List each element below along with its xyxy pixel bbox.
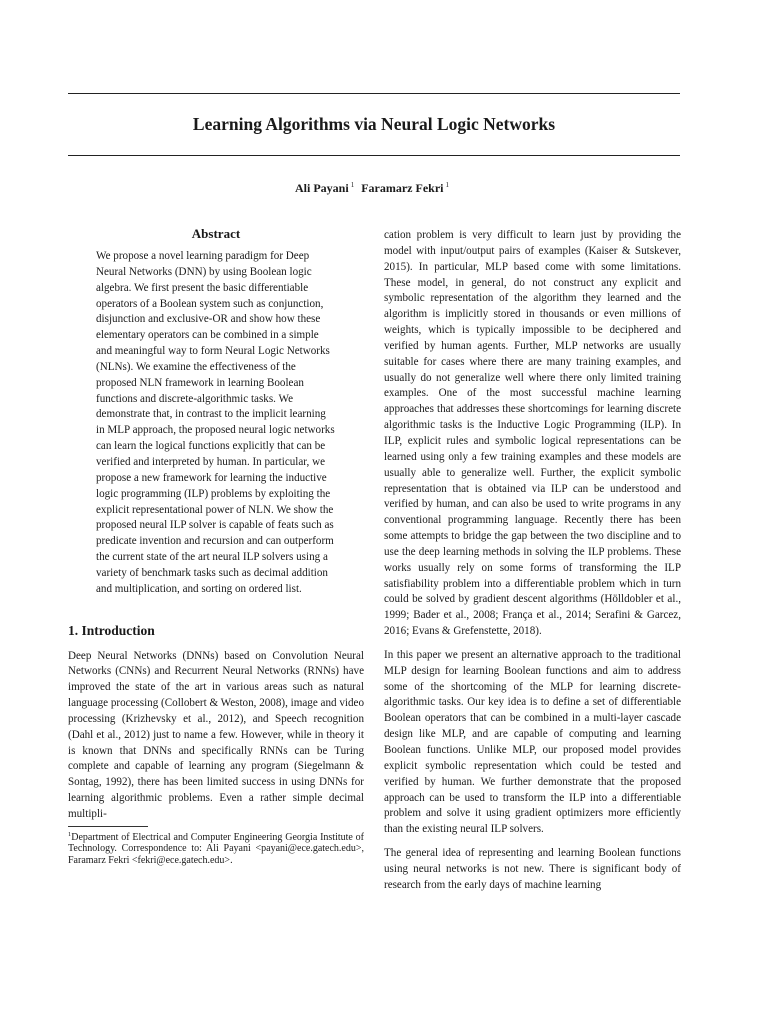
footnote-text: Department of Electrical and Computer Engineering Georgia Institute of Technology. Correspondence to: Ali Payani <payani@ece.gatech.edu>, Faramarz Fekri <fekri@ece.gatech.edu>. [68, 831, 364, 866]
author-name: Faramarz Fekri [361, 181, 444, 195]
author-list [68, 181, 680, 196]
abstract-heading: Abstract [191, 226, 241, 241]
intro-paragraph-3: The general idea of representing and learning Boolean functions using neural networks is not new. There is significant body of research from the early days of machine learning [384, 847, 681, 891]
intro-paragraph-2: In this paper we present an alternative approach to the traditional MLP design for learning Boolean functions and aim to address some of the shortcoming of the MLP for learning discrete-algorithmic tasks. Our key idea is to define a set of differentiable Boolean operators that can be combined in a multi-layer cascade design like MLP, and are capable of computing and learning Boolean functions. Unlike MLP, our proposed model provides explicit symbolic representation which could be tested and verified by human. We further demonstrate that the proposed approach can be used to transform the ILP into a differentiable problem and solve it using gradient optimizers more efficiently than the existing neural ILP solvers. [384, 648, 681, 836]
author-affiliation-mark: 1 [350, 181, 355, 189]
intro-paragraph-continued: cation problem is very difficult to learn just by providing the model with input/output pairs of examples (Kaiser & Sutskever, 2015). In particular, MLP based come with some limitations. These model, in general, do not construct any explicit and symbolic representation of the algorithm they learned and the algorithm is implicitly stored in thousands or even millions of weights, which is typically impossible to be deciphered and verified by human agents. Further, MLP networks are usually suitable for cases where there are many training examples, and usually do not generalize well where there only limited training examples. One of the most successful machine learning approaches that addresses these shortcomings for learning discrete algorithmic tasks is the Inductive Logic Programming (ILP). In ILP, explicit rules and symbolic logical representations can be learned using only a few training examples and these models are usually able to generalize well. Further, the explicit symbolic representation that is obtained via ILP can be understood and verified by human, and can also be used to write programs in any conventional programming language. Recently there has been some attempts to bridge the gap between the two discipline and to use the deep learning methods in solving the ILP problems. These works usually rely on some forms of transforming the ILP satisfiability problem into a differentiable problem which in turn could be solved by gradient descent algorithms (Hölldobler et al., 1999; Bader et al., 2008; França et al., 2014; Serafini & Garcez, 2016; Evans & Grefenstette, 2018). [384, 229, 681, 638]
author-name: Ali Payani [295, 181, 349, 195]
right-column [384, 228, 681, 902]
top-rule [68, 93, 680, 94]
paper-title: Learning Algorithms via Neural Logic Networks [192, 114, 556, 134]
footnote-mark: 1 [68, 830, 72, 838]
bottom-rule [68, 155, 680, 156]
abstract-text: We propose a novel learning paradigm for Deep Neural Networks (DNN) by using Boolean logic algebra. We first present the basic differentiable operators of a Boolean system such as conjunction, disjunction and exclusive-OR and show how these elementary operators can be combined in a simple and meaningful way to form Neural Logic Networks (NLNs). We examine the effectiveness of the proposed NLN framework in learning Boolean functions and discrete-algorithmic tasks. We demonstrate that, in contrast to the implicit learning in MLP approach, the proposed neural logic networks can learn the logical functions explicitly that can be verified and interpreted by human. In particular, we propose a new framework for learning the inductive logic programming (ILP) problems by exploiting the explicit representational power of NLN. We show the proposed neural ILP solver is capable of feats such as predicate invention and recursion and can outperform the current state of the art neural ILP solvers using a variety of benchmark tasks such as decimal addition and multiplication, and sorting on ordered list. [96, 250, 335, 595]
section-heading: 1. Introduction [68, 622, 155, 638]
left-column [68, 226, 364, 866]
footnote-separator [68, 826, 148, 827]
footnote [68, 829, 364, 866]
intro-paragraph: Deep Neural Networks (DNNs) based on Convolution Neural Networks (CNNs) and Recurrent Neural Networks (RNNs) have improved the state of the art in various areas such as natural language processing (Collobert & Weston, 2008), image and video processing (Krizhevsky et al., 2012), and Speech recognition (Dahl et al., 2012) just to name a few. However, while in theory it is known that DNNs and specifically RNNs can be Turing complete and capable of learning any program (Siegelmann & Sontag, 1992), there has been limited success in using DNNs for learning algorithmic problems. Even a rather simple decimal multipli- [68, 649, 364, 820]
author-affiliation-mark: 1 [445, 181, 449, 189]
